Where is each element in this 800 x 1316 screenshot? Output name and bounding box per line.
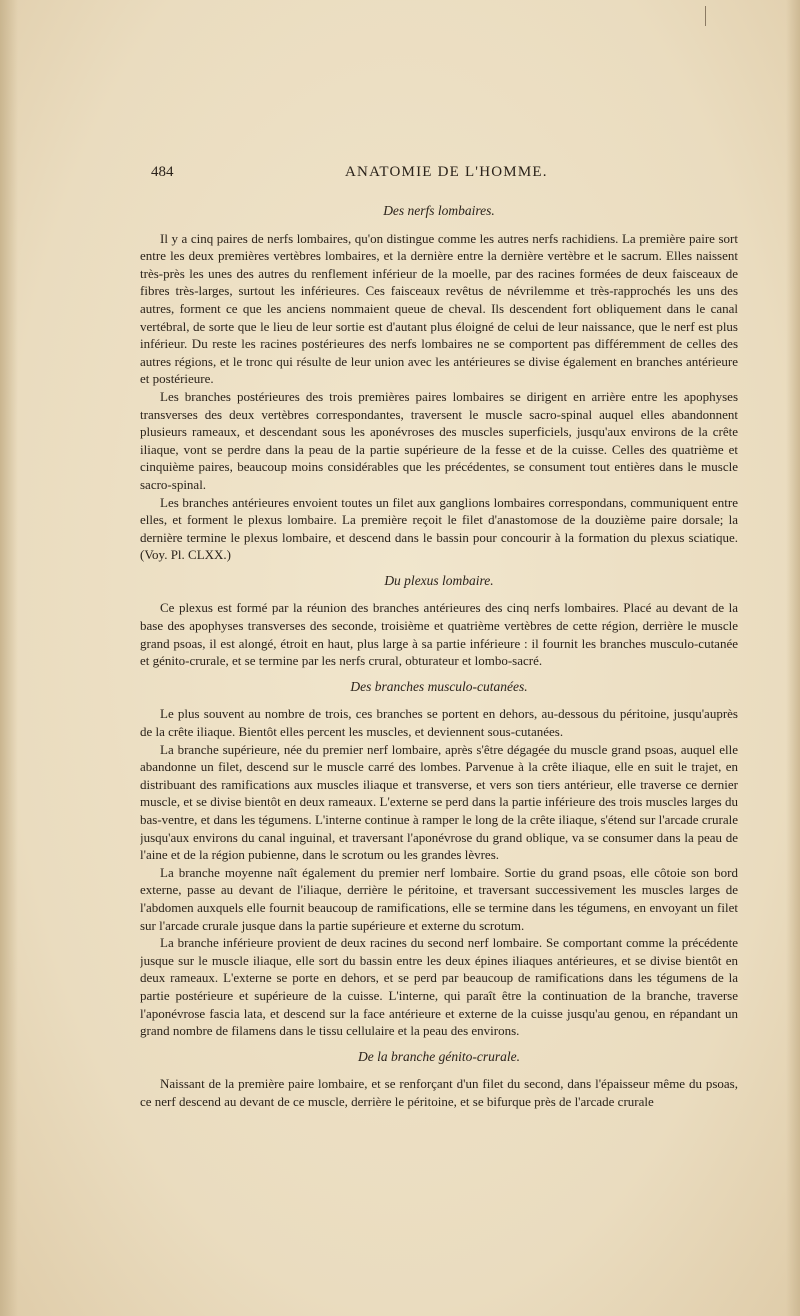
paragraph: Ce plexus est formé par la réunion des branches antérieures des cinq nerfs lombaires. Placé au devant de la base des apophyses transverses des seconde, troisième et quatrième vertèbres de cette région, derrière le muscle grand psoas, il est alongé, étroit en haut, plus large à sa partie inférieure : il fournit les branches musculo-cutanée et génito-crurale, et se termine par les nerfs crural, obturateur et lombo-sacré. bbox=[140, 600, 738, 669]
paragraph: La branche inférieure provient de deux racines du second nerf lombaire. Se comportant comme la précédente jusque sur le muscle iliaque, elle sort du bassin entre les deux épines iliaques antérieures, et se divise bientôt en deux rameaux. L'externe se porte en dehors, et se perd par beaucoup de ramifications dans les tégumens de la partie postérieure et supérieure de la cuisse. L'interne, qui paraît être la continuation de la branche, traverse l'aponévrose fascia lata, et descend sur la face antérieure et externe de la cuisse jusqu'au genou, en répandant un grand nombre de filamens dans le tissu cellulaire et la peau des environs. bbox=[140, 935, 738, 1039]
page-edge-shadow-right bbox=[786, 0, 800, 1316]
section-heading-plexus-lombaire: Du plexus lombaire. bbox=[384, 572, 494, 588]
paragraph: Les branches postérieures des trois premières paires lombaires se dirigent en arrière entre les apophyses transverses des deux vertèbres correspondantes, traversent le muscle sacro-spinal auquel elles abandonnent plusieurs rameaux, et descendant sous les aponévroses des muscles superficiels, jusqu'aux environs de la crête iliaque, vont se perdre dans la peau de la partie supérieure de la fesse et de la cuisse. Celles des quatrième et cinquième paires, beaucoup moins considérables que les précédentes, se consument tout entières dans le muscle sacro-spinal. bbox=[140, 388, 738, 492]
paragraph: Il y a cinq paires de nerfs lombaires, qu'on distingue comme les autres nerfs rachidiens. La première paire sort entre les deux premières vertèbres lombaires, et la dernière entre la dernière vertèbre et le sacrum. Elles naissent très-près les unes des autres du renflement inférieur de la moelle, par des racines formées de deux faisceaux de fibres très-larges, surtout les inférieures. Ces faisceaux revêtus de névrilemme et très-rapprochés les uns des autres, forment ce que les anciens nommaient queue de cheval. Ils descendent fort obliquement dans le canal vertébral, de sorte que le lieu de leur sortie est d'autant plus éloigné de celui de leur naissance, que le nerf est plus inférieur. Du reste les racines postérieures des nerfs lombaires ne se comportent pas différemment de celles des autres régions, et le tronc qui résulte de leur union avec les antérieures se divise également en branches antérieure et postérieure. bbox=[140, 230, 738, 387]
page-header bbox=[145, 164, 740, 186]
section-heading-branches-musculo-cutanees: Des branches musculo-cutanées. bbox=[350, 678, 528, 694]
section-heading-nerfs-lombaires: Des nerfs lombaires. bbox=[383, 203, 495, 218]
paragraph: La branche supérieure, née du premier nerf lombaire, après s'être dégagée du muscle grand psoas, auquel elle abandonne un filet, descend sur le muscle carré des lombes. Parvenue à la crête iliaque, elle en suit le trajet, en distribuant des ramifications aux muscles iliaque et transverse, et vers son tiers antérieur, elle traverse ce dernier muscle, et se divise bientôt en deux rameaux. L'externe se perd dans la partie inférieure des trois muscles larges du bas-ventre, et dans les tégumens. L'interne continue à ramper le long de la crête iliaque, s'étend sur l'arcade crurale jusqu'aux environs du canal inguinal, et traversant l'aponévrose du grand oblique, va se consumer dans la peau de l'aine et de la région pubienne, dans le scrotum ou les grandes lèvres. bbox=[140, 741, 738, 863]
paragraph: Le plus souvent au nombre de trois, ces branches se portent en dehors, au-dessous du péritoine, jusqu'auprès de la crête iliaque. Bientôt elles percent les muscles, et deviennent sous-cutanées. bbox=[140, 706, 738, 740]
page-edge-shadow-left bbox=[0, 0, 18, 1316]
paragraph: La branche moyenne naît également du premier nerf lombaire. Sortie du grand psoas, elle côtoie son bord externe, passe au devant de l'iliaque, derrière le péritoine, et traversant successivement les muscles larges de l'abdomen auxquels elle fournit beaucoup de ramifications, elle se termine dans les tégumens, en envoyant un filet sur l'arcade crurale jusque dans la partie supérieure et externe du scrotum. bbox=[140, 864, 738, 933]
ink-mark bbox=[705, 6, 706, 26]
section-heading-branche-genito-crurale: De la branche génito-crurale. bbox=[358, 1048, 520, 1064]
paragraph: Naissant de la première paire lombaire, et se renforçant d'un filet du second, dans l'épaisseur même du psoas, ce nerf descend au devant de ce muscle, derrière le péritoine, et se bifurque près de l'arcade crurale bbox=[140, 1076, 738, 1109]
page-body bbox=[140, 200, 738, 1200]
running-title: ANATOMIE DE L'HOMME. bbox=[345, 164, 548, 180]
paragraph: Les branches antérieures envoient toutes un filet aux ganglions lombaires correspondans, communiquent entre elles, et forment le plexus lombaire. La première reçoit le filet d'anastomose de la douzième paire dorsale; la dernière termine le plexus lombaire, et descend dans le bassin pour concourir à la formation du plexus sciatique. (Voy. Pl. CLXX.) bbox=[140, 494, 738, 563]
page-number: 484 bbox=[151, 164, 174, 180]
